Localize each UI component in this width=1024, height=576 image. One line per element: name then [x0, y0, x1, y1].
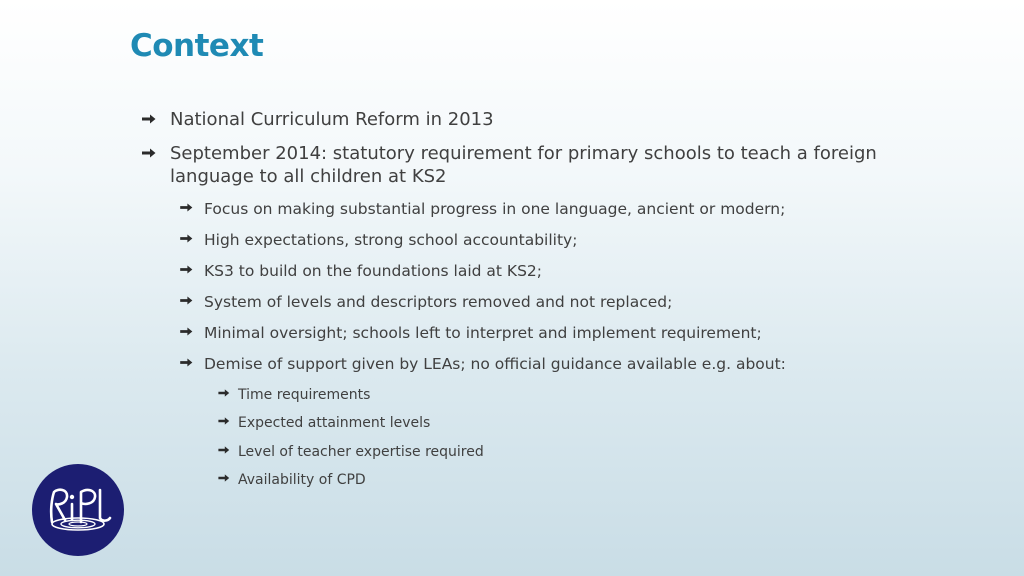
arrow-right-icon: [218, 446, 230, 454]
list-item-text: Level of teacher expertise required: [238, 444, 484, 460]
slide-title: Context: [130, 28, 264, 64]
list-item: [180, 230, 940, 250]
arrow-right-icon: [218, 417, 230, 425]
list-item: [218, 443, 818, 461]
list-item: [180, 199, 940, 219]
list-item: [180, 323, 940, 343]
list-item: [180, 261, 940, 281]
arrow-right-icon: [180, 358, 193, 367]
list-item: [180, 292, 940, 312]
list-item-text: Demise of support given by LEAs; no official guidance available e.g. about:: [204, 355, 786, 373]
arrow-right-icon: [180, 327, 193, 336]
list-item: [142, 108, 902, 131]
list-item: [180, 354, 940, 374]
arrow-right-icon: [180, 265, 193, 274]
list-item: [218, 414, 818, 432]
arrow-right-icon: [180, 234, 193, 243]
arrow-right-icon: [180, 296, 193, 305]
arrow-right-icon: [142, 114, 156, 124]
list-item-text: Availability of CPD: [238, 472, 366, 488]
arrow-right-icon: [180, 203, 193, 212]
list-item-text: National Curriculum Reform in 2013: [170, 109, 494, 130]
list-item-text: Expected attainment levels: [238, 415, 431, 431]
ripl-logo: [32, 464, 124, 556]
list-item: [142, 142, 902, 188]
list-item-text: September 2014: statutory requirement for primary schools to teach a foreign language to all children at KS2: [170, 143, 877, 187]
list-item-text: Minimal oversight; schools left to interpret and implement requirement;: [204, 324, 762, 342]
list-item: [218, 471, 818, 489]
list-item-text: System of levels and descriptors removed and not replaced;: [204, 293, 673, 311]
arrow-right-icon: [218, 474, 230, 482]
list-item: [218, 386, 818, 404]
list-item-text: Focus on making substantial progress in one language, ancient or modern;: [204, 200, 786, 218]
list-item-text: KS3 to build on the foundations laid at KS2;: [204, 262, 543, 280]
arrow-right-icon: [142, 148, 156, 158]
list-item-text: Time requirements: [238, 387, 371, 403]
list-item-text: High expectations, strong school accountability;: [204, 231, 578, 249]
arrow-right-icon: [218, 389, 230, 397]
